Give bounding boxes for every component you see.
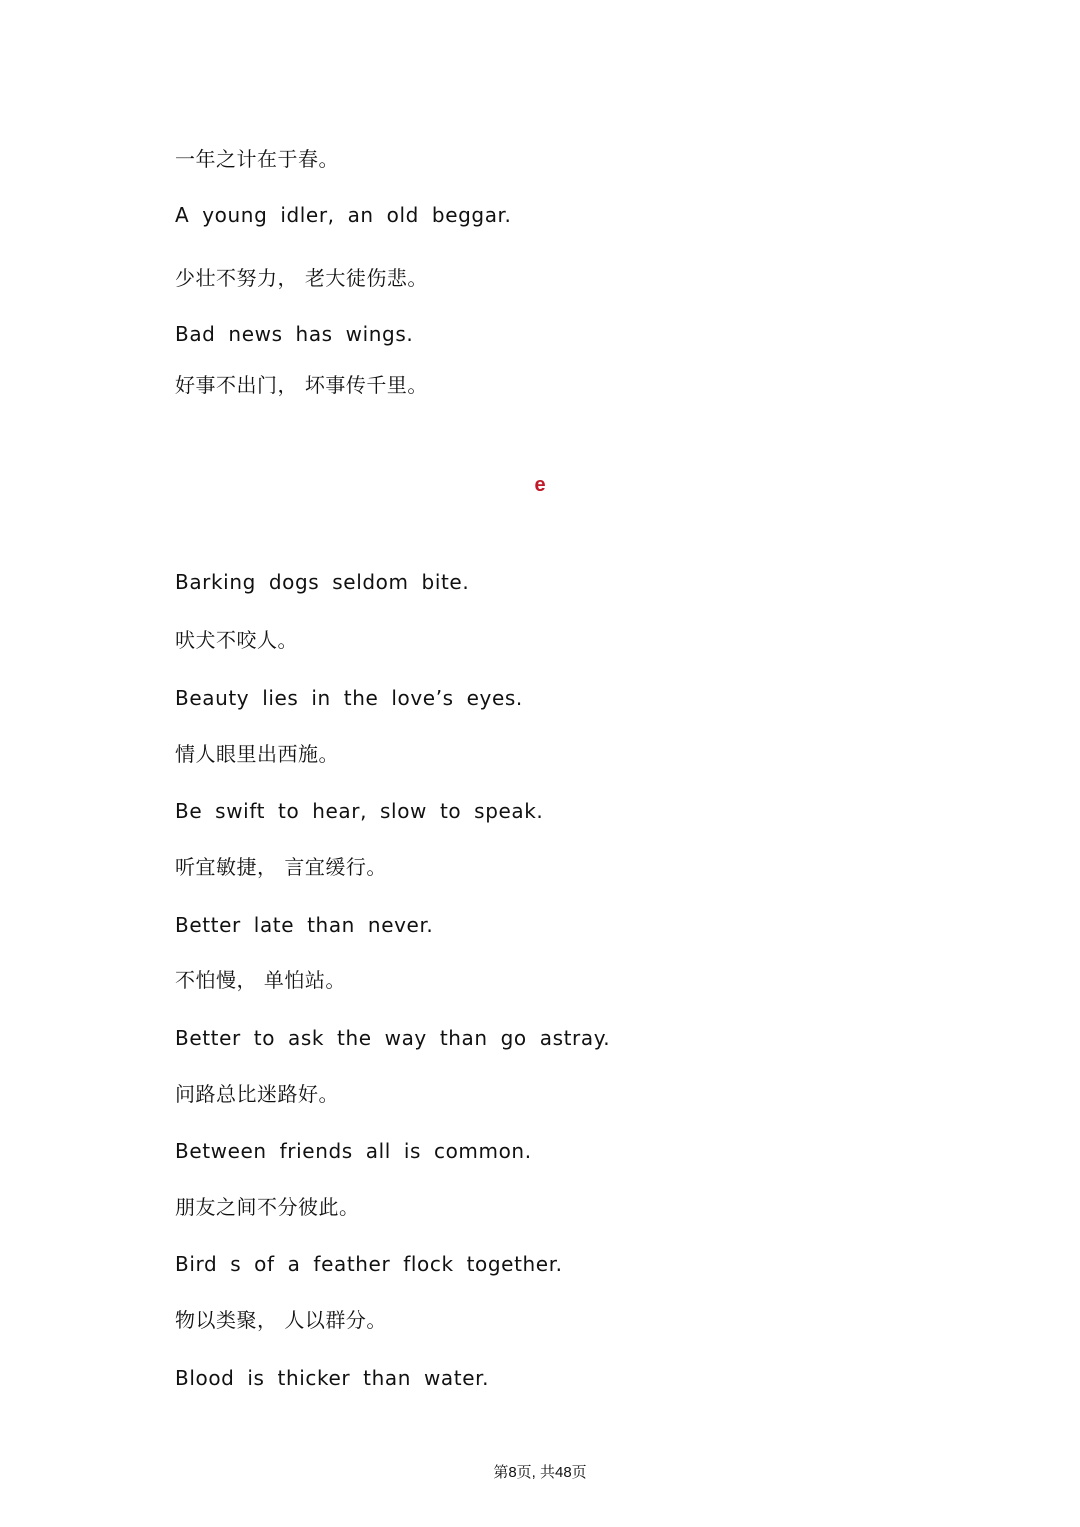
proverb-english: Bad news has wings. — [175, 322, 414, 346]
proverb-translation: 不怕慢， 单怕站。 — [175, 968, 346, 992]
proverb-english: Beauty lies in the love’s eyes. — [175, 686, 523, 710]
proverb-english: Barking dogs seldom bite. — [175, 570, 470, 594]
proverb-english: A young idler, an old beggar. — [175, 203, 512, 227]
proverb-translation: 一年之计在于春。 — [175, 147, 339, 171]
proverb-english: Be swift to hear, slow to speak. — [175, 799, 544, 823]
proverb-english: Bird s of a feather flock together. — [175, 1252, 563, 1276]
proverb-translation: 少壮不努力， 老大徒伤悲。 — [175, 266, 428, 290]
proverb-english: Better to ask the way than go astray. — [175, 1026, 611, 1050]
proverb-translation: 听宜敏捷， 言宜缓行。 — [175, 855, 387, 879]
proverb-translation: 吠犬不咬人。 — [175, 628, 298, 652]
page-number: 第8页, 共48页 — [493, 1464, 587, 1481]
proverb-english: Between friends all is common. — [175, 1139, 532, 1163]
proverb-english: Better late than never. — [175, 913, 434, 937]
proverb-translation: 问路总比迷路好。 — [175, 1082, 339, 1106]
proverb-translation: 朋友之间不分彼此。 — [175, 1195, 360, 1219]
proverb-translation: 好事不出门， 坏事传千里。 — [175, 373, 428, 397]
section-letter-heading: e — [534, 474, 546, 496]
proverb-translation: 情人眼里出西施。 — [175, 742, 339, 766]
proverb-english: Blood is thicker than water. — [175, 1366, 490, 1390]
proverb-translation: 物以类聚， 人以群分。 — [175, 1308, 387, 1332]
